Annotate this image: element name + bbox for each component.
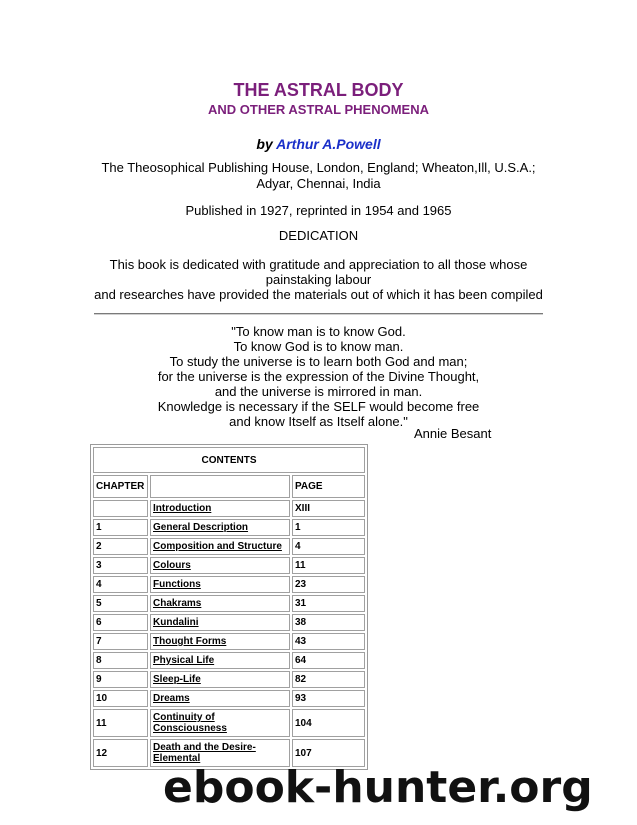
chapter-title-cell [150, 557, 290, 574]
epigraph-quote [0, 324, 637, 429]
table-row [93, 595, 365, 612]
table-row [93, 538, 365, 555]
author-link[interactable]: Arthur A.Powell [276, 136, 381, 152]
chapter-number: 1 [93, 519, 148, 536]
table-row [93, 614, 365, 631]
chapter-number: 10 [93, 690, 148, 707]
publisher-info [0, 160, 637, 192]
quote-line: To know God is to know man. [233, 339, 404, 354]
byline [0, 136, 637, 152]
chapter-number: 8 [93, 652, 148, 669]
watermark: ebook-hunter.org [163, 762, 593, 813]
quote-line: Knowledge is necessary if the SELF would become free [157, 399, 480, 414]
quote-author: Annie Besant [414, 426, 492, 441]
dedication-line: This book is dedicated with gratitude and appreciation to all those whose [109, 257, 528, 272]
quote-line: To study the universe is to learn both God and man; [169, 354, 468, 369]
chapter-title-cell [150, 652, 290, 669]
chapter-title-cell [150, 709, 290, 737]
chapter-number: 7 [93, 633, 148, 650]
book-title: THE ASTRAL BODY [233, 80, 404, 100]
chapter-link[interactable]: Introduction [153, 503, 212, 514]
chapter-number: 6 [93, 614, 148, 631]
chapter-title-cell [150, 500, 290, 517]
chapter-page: 93 [292, 690, 365, 707]
quote-line: and know Itself as Itself alone." [229, 414, 408, 429]
chapter-link[interactable]: Sleep-Life [153, 674, 201, 685]
chapter-number [93, 500, 148, 517]
chapter-page: XIII [292, 500, 365, 517]
chapter-title-cell [150, 538, 290, 555]
table-row [93, 519, 365, 536]
publisher-line: The Theosophical Publishing House, London, England; Wheaton,Ill, U.S.A.; [101, 160, 536, 175]
table-row [93, 690, 365, 707]
chapter-link[interactable]: Dreams [153, 693, 190, 704]
chapter-link[interactable]: Kundalini [153, 617, 199, 628]
column-header-title [150, 475, 290, 498]
chapter-page: 11 [292, 557, 365, 574]
chapter-page: 4 [292, 538, 365, 555]
byline-prefix: by [256, 136, 273, 152]
chapter-page: 107 [292, 739, 365, 767]
chapter-link[interactable]: Chakrams [153, 598, 202, 609]
chapter-page: 1 [292, 519, 365, 536]
dedication-text [0, 257, 637, 302]
chapter-number: 5 [93, 595, 148, 612]
table-row [93, 671, 365, 688]
chapter-title-cell [150, 576, 290, 593]
book-subtitle: AND OTHER ASTRAL PHENOMENA [207, 102, 429, 117]
contents-caption: CONTENTS [93, 447, 365, 473]
table-row [93, 633, 365, 650]
publisher-line: Adyar, Chennai, India [256, 176, 381, 191]
chapter-page: 64 [292, 652, 365, 669]
quote-line: and the universe is mirrored in man. [214, 384, 423, 399]
quote-line: for the universe is the expression of the Divine Thought, [157, 369, 480, 384]
chapter-link[interactable]: Functions [153, 579, 201, 590]
chapter-link[interactable]: General Description [153, 522, 249, 533]
table-row [93, 652, 365, 669]
chapter-number: 12 [93, 739, 148, 767]
chapter-number: 4 [93, 576, 148, 593]
chapter-link[interactable]: Colours [153, 560, 191, 571]
column-header-page: PAGE [292, 475, 365, 498]
publication-history: Published in 1927, reprinted in 1954 and 1965 [185, 203, 452, 218]
chapter-title-cell [150, 671, 290, 688]
quote-line: "To know man is to know God. [231, 324, 406, 339]
chapter-page: 43 [292, 633, 365, 650]
table-row [93, 576, 365, 593]
chapter-link[interactable]: Thought Forms [153, 636, 227, 647]
chapter-link[interactable]: Continuity of Consciousness [153, 712, 227, 734]
chapter-page: 104 [292, 709, 365, 737]
chapter-page: 23 [292, 576, 365, 593]
chapter-number: 3 [93, 557, 148, 574]
chapter-title-cell [150, 519, 290, 536]
chapter-title-cell [150, 690, 290, 707]
dedication-line: and researches have provided the materials out of which it has been compiled [94, 287, 543, 302]
chapter-title-cell [150, 633, 290, 650]
table-row [93, 709, 365, 737]
column-header-chapter: CHAPTER [93, 475, 148, 498]
chapter-link[interactable]: Death and the Desire-Elemental [153, 742, 256, 764]
chapter-number: 9 [93, 671, 148, 688]
table-row [93, 557, 365, 574]
chapter-link[interactable]: Physical Life [153, 655, 215, 666]
chapter-link[interactable]: Composition and Structure [153, 541, 282, 552]
dedication-line: painstaking labour [265, 272, 372, 287]
chapter-page: 31 [292, 595, 365, 612]
chapter-number: 11 [93, 709, 148, 737]
horizontal-rule [94, 313, 543, 315]
contents-table [90, 444, 368, 770]
chapter-page: 38 [292, 614, 365, 631]
dedication-heading: DEDICATION [278, 228, 359, 243]
table-row [93, 500, 365, 517]
chapter-title-cell [150, 595, 290, 612]
chapter-title-cell [150, 614, 290, 631]
chapter-number: 2 [93, 538, 148, 555]
chapter-page: 82 [292, 671, 365, 688]
